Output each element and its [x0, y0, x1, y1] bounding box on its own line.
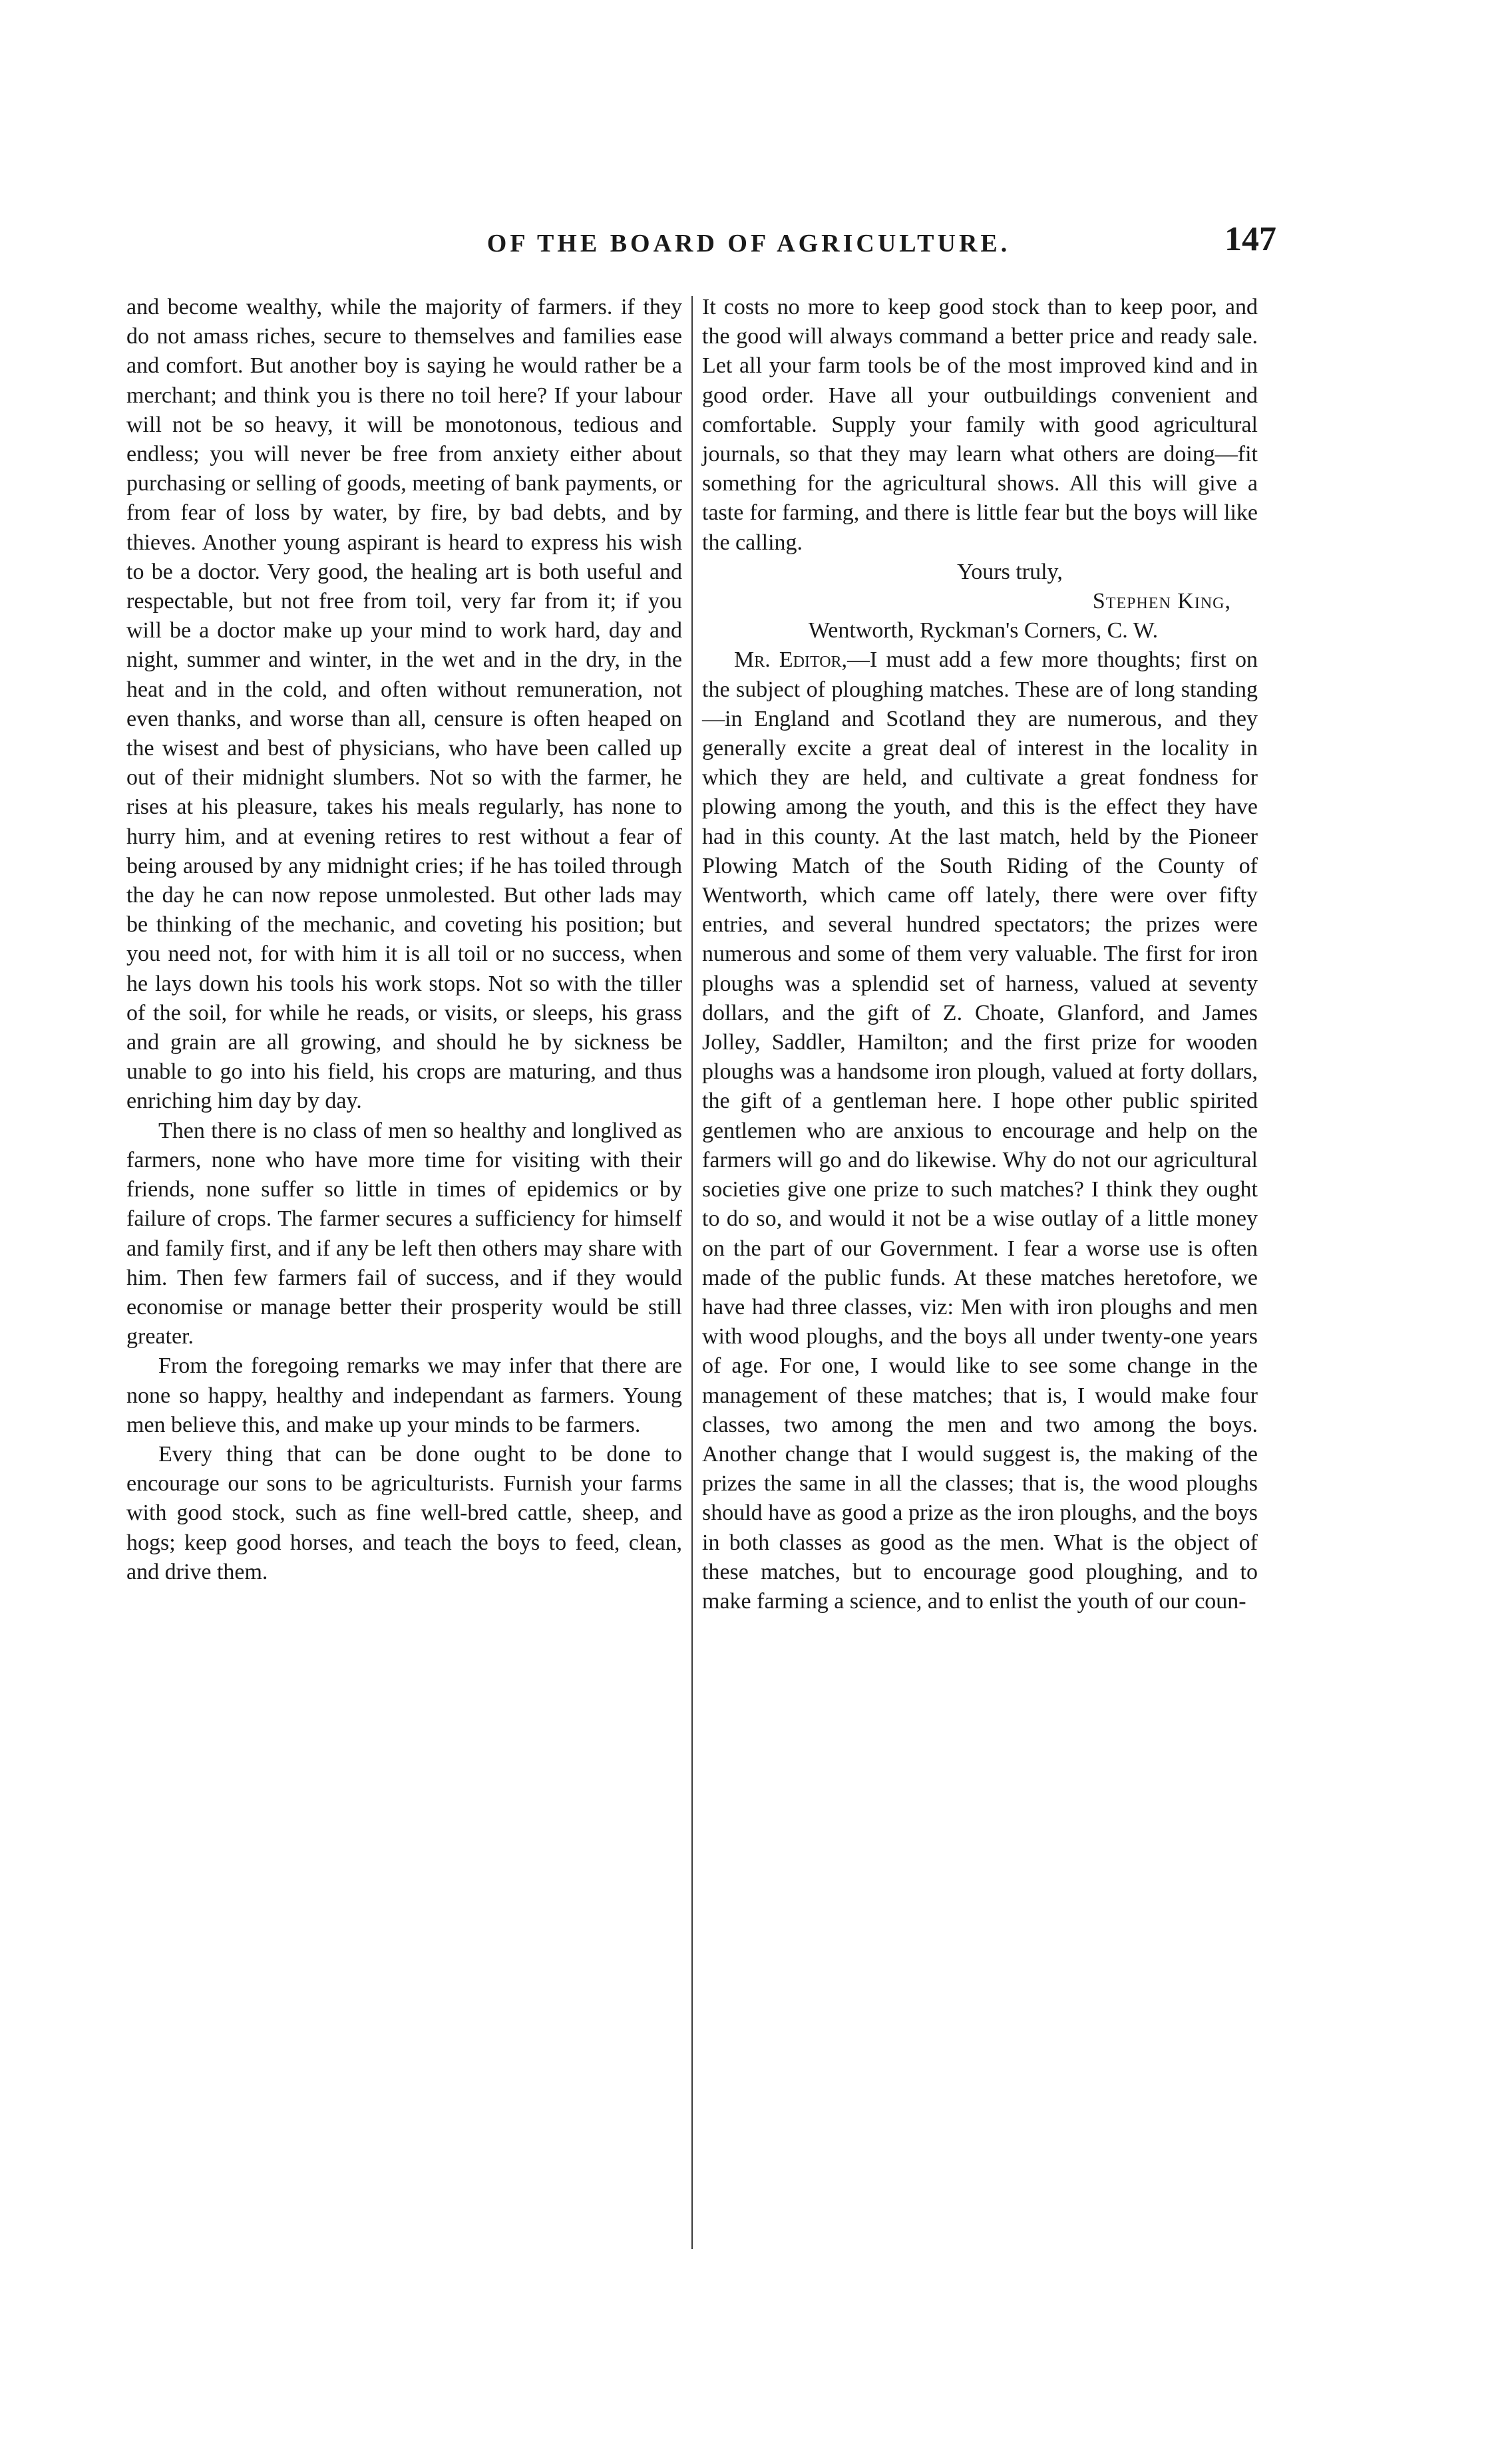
letter-signature: Stephen King, [1092, 589, 1231, 614]
left-paragraph-2: Then there is no class of men so healthy and longlived as farmers, none who have more time for visiting with their friends, none suffer so little in times of epidemics or by failure of crops. The farmer secures a sufficiency for himself and family first, and if any be left then others may share with him. Then few farmers fail of success, and if they would economise or manage better their prosperity would be still greater. [126, 1118, 682, 1349]
page-number: 147 [1224, 220, 1276, 258]
right-column [702, 293, 1258, 1616]
page-header [0, 220, 1496, 266]
letter-body: —I must add a few more thoughts; first on the subject of ploughing matches. These are of long standing—in England and Scotland they are numerous, and they generally excite a great deal of interest in the locality in which they are held, and cultivate a great fondness for plowing among the youth, and this is the effect they have had in this county. At the last match, held by the Pioneer Plowing Match of the South Riding of the County of Wentworth, which came off lately, there were over fifty entries, and several hundred spectators; the prizes were numerous and some of them very valuable. The first for iron ploughs was a splendid set of harness, valued at seventy dollars, and the gift of Z. Choate, Glanford, and James Jolley, Saddler, Hamilton; and the first prize for wooden ploughs was a handsome iron plough, valued at forty dollars, the gift of a gentleman here. I hope other public spirited gentlemen who are anxious to encourage and help on the farmers will go and do likewise. Why do not our agricultural societies give one prize to such matches? I think they ought to do so, and would it not be a wise outlay of a little money on the part of our Government. I fear a worse use is often made of the public funds. At these matches heretofore, we have had three classes, viz: Men with iron ploughs and men with wood ploughs, and the boys all under twenty-one years of age. For one, I would like to see some change in the management of these matches; that is, I would make four classes, two among the men and two among the boys. Another change that I would suggest is, the making of the prizes the same in all the classes; that is, the wood ploughs should have as good a prize as the iron ploughs, and the boys in both classes as good as the men. What is the object of these matches, but to encourage good ploughing, and to make farming a science, and to enlist the youth of our coun- [702, 647, 1258, 1614]
left-paragraph-4: Every thing that can be done ought to be done to encourage our sons to be agriculturists. Furnish your farms with good stock, such as fine well-bred cattle, sheep, and hogs; keep good horses, and teach the boys to feed, clean, and drive them. [126, 1441, 682, 1584]
right-paragraph-1: It costs no more to keep good stock than to keep poor, and the good will always command a better price and ready sale. Let all your farm tools be of the most improved kind and in good order. Have all your outbuildings convenient and comfortable. Supply your family with good agricultural journals, so that they may learn what others are doing—fit something for the agricultural shows. All this will give a taste for farming, and there is little fear but the boys will like the calling. [702, 295, 1258, 555]
letter-salutation: Mr. Editor, [734, 647, 848, 673]
running-title: OF THE BOARD OF AGRICULTURE. [486, 230, 1011, 258]
letter-closing: Yours truly, [957, 559, 1063, 584]
letter-address: Wentworth, Ryckman's Corners, C. W. [808, 618, 1159, 643]
left-column [126, 293, 682, 1587]
left-paragraph-1: and become wealthy, while the majority of farmers. if they do not amass riches, secure to themselves and families ease and comfort. But another boy is saying he would rather be a merchant; and think you is there no toil here? If your labour will not be so heavy, it will be monotonous, tedious and endless; you will never be free from anxiety either about purchasing or selling of goods, meeting of bank payments, or from fear of loss by water, by fire, by bad debts, and by thieves. Another young aspirant is heard to express his wish to be a doctor. Very good, the healing art is both useful and respectable, but not free from toil, very far from it; if you will be a doctor make up your mind to work hard, day and night, summer and winter, in the wet and in the dry, in the heat and in the cold, and often without remuneration, not even thanks, and worse than all, censure is often heaped on the wisest and best of physicians, who have been called up out of their midnight slumbers. Not so with the farmer, he rises at his pleasure, takes his meals regularly, has none to hurry him, and at evening retires to rest without a fear of being aroused by any midnight cries; if he has toiled through the day he can now repose unmolested. But other lads may be thinking of the mechanic, and coveting his position; but you need not, for with him it is all toil or no success, when he lays down his tools his work stops. Not so with the tiller of the soil, for while he reads, or visits, or sleeps, his grass and grain are all growing, and should he by sickness be unable to go into his field, his crops are maturing, and thus enriching him day by day. [126, 295, 682, 1114]
column-divider [691, 296, 693, 2249]
left-paragraph-3: From the foregoing remarks we may infer that there are none so happy, healthy and independant as farmers. Young men believe this, and make up your minds to be farmers. [126, 1353, 682, 1437]
letter-paragraph [702, 645, 1258, 1616]
